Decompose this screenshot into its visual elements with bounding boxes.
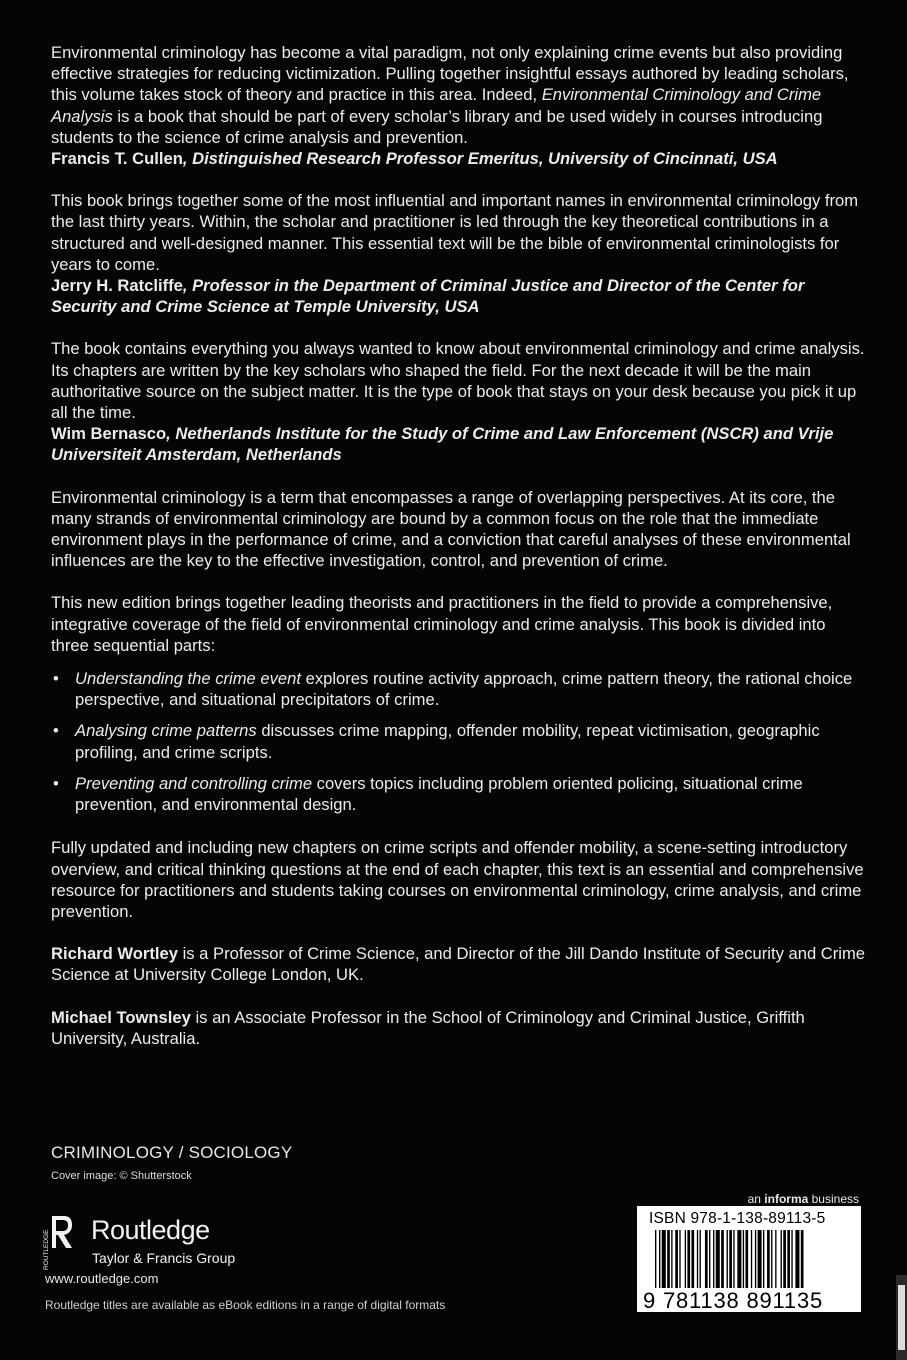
barcode-bar <box>716 1230 720 1288</box>
barcode-bar <box>709 1230 710 1288</box>
isbn-label: ISBN 978-1-138-89113-5 <box>649 1210 826 1227</box>
ebook-note: Routledge titles are available as eBook editions in a range of digital formats <box>45 1298 446 1312</box>
author-bio-2 <box>51 1007 866 1049</box>
barcode-bar <box>745 1230 748 1288</box>
endorser-name: Wim Bernasco <box>51 424 167 444</box>
barcode-bar <box>721 1230 724 1288</box>
barcode-bar <box>685 1230 686 1288</box>
barcode-bar <box>729 1230 732 1288</box>
endorsement-2-attribution <box>51 275 866 317</box>
informa-brand: informa <box>764 1192 809 1206</box>
description-paragraph-3: Fully updated and including new chapters on crime scripts and offender mobility, a scene-setting introductory overview, and critical thinking questions at the end of each chapter, this text is an essential and comprehensive resource for practitioners and students taking courses on environmental criminology, crime analysis, and crime prevention. <box>51 838 864 921</box>
isbn-barcode <box>637 1206 861 1312</box>
author-bio-text: is a Professor of Crime Science, and Director of the Jill Dando Institute of Security and Crime Science at University College London, UK. <box>51 944 866 985</box>
list-item <box>51 773 866 815</box>
endorsement-1-text-end: is a book that should be part of every scholar’s library and be used widely in courses introducing students to the science of crime analysis and prevention. <box>51 106 823 147</box>
publisher-website[interactable]: www.routledge.com <box>45 1271 159 1286</box>
endorser-affiliation: , Netherlands Institute for the Study of Crime and Law Enforcement (NSCR) and Vrije Universiteit Amsterdam, Netherlands <box>51 424 834 465</box>
list-item <box>51 668 866 710</box>
barcode-bar <box>755 1230 756 1288</box>
endorsement-2-text: This book brings together some of the most influential and important names in environmental criminology from the last thirty years. Within, the scholar and practitioner is led through the key theoretical contributions in a structured and well-designed manner. This essential text will be the bible of environmental criminologists for years to come. <box>51 191 859 274</box>
barcode-bar <box>733 1230 734 1288</box>
isbn-digit-text: 9 781138 891135 <box>643 1288 824 1313</box>
bullet-icon: • <box>53 721 59 741</box>
author-bio-1 <box>51 943 866 985</box>
endorsement-1-text-start: Environmental criminology has become a vital paradigm, not only explaining crime events but also providing effective strategies for reducing victimization. Pulling together insightful essays authored by leading scholars, this volume takes stock of theory and practice in this area. Indeed, <box>51 43 849 105</box>
barcode-bar <box>763 1230 764 1288</box>
barcode-bar <box>791 1230 792 1288</box>
endorser-affiliation: , Distinguished Research Professor Emeritus, University of Cincinnati, USA <box>182 149 778 169</box>
barcode-bar <box>758 1230 762 1288</box>
endorsement-3-attribution <box>51 423 866 465</box>
back-cover-text <box>51 42 866 1049</box>
cover-credit: Cover image: © Shutterstock <box>51 1170 192 1182</box>
endorser-affiliation: , Professor in the Department of Criminal Justice and Director of the Center for Security and Crime Science at Temple University, USA <box>51 276 805 317</box>
barcode-bar <box>767 1230 770 1288</box>
part-text: covers topics including problem oriented policing, situational crime prevention, and environmental design. <box>75 773 803 815</box>
barcode-bar <box>679 1230 680 1288</box>
barcode-bar <box>743 1230 744 1288</box>
informa-prefix: an <box>747 1192 765 1206</box>
barcode-bar <box>775 1230 776 1288</box>
barcode-bar <box>697 1230 698 1288</box>
barcode-bar <box>667 1230 670 1288</box>
bullet-icon: • <box>53 773 59 793</box>
author-name: Michael Townsley <box>51 1007 191 1027</box>
routledge-r-icon <box>42 1212 74 1272</box>
barcode-bar <box>713 1230 714 1288</box>
barcode-bar <box>691 1230 694 1288</box>
publisher-name: Routledge <box>91 1215 210 1245</box>
edge-mark-icon <box>896 1275 907 1360</box>
barcode-bar <box>659 1230 660 1288</box>
routledge-vertical-mark: ROUTLEDGE <box>43 1229 50 1270</box>
endorsement-3-text: The book contains everything you always wanted to know about environmental criminology and crime analysis. Its chapters are written by the key scholars who shaped the field. For the next decade it will be the main authoritative source on the subject matter. It is the type of book that stays on your desk because you pick it up all the time. <box>51 339 865 423</box>
subject-category: CRIMINOLOGY / SOCIOLOGY <box>51 1143 293 1162</box>
barcode-bar <box>751 1230 752 1288</box>
barcode-bar <box>771 1230 772 1288</box>
barcode-bar <box>801 1230 804 1288</box>
barcode-bar <box>781 1230 782 1288</box>
endorsement-1-text <box>51 42 866 148</box>
bullet-icon: • <box>53 669 59 689</box>
barcode-bar <box>737 1230 741 1288</box>
part-title: Analysing crime patterns <box>75 721 257 741</box>
barcode-bar <box>662 1230 666 1288</box>
part-title: Understanding the crime event <box>75 669 301 689</box>
informa-tagline <box>748 1192 859 1206</box>
publisher-group: Taylor & Francis Group <box>92 1250 236 1266</box>
barcode-bar <box>783 1230 786 1288</box>
barcode-bar <box>795 1230 799 1288</box>
author-bio-text: is an Associate Professor in the School of Criminology and Criminal Justice, Griffith University, Australia. <box>51 1007 805 1048</box>
barcode-bar <box>687 1230 690 1288</box>
barcode-bar <box>727 1230 728 1288</box>
barcode-bar <box>675 1230 678 1288</box>
barcode-bars-icon <box>637 1228 861 1290</box>
barcode-bar <box>671 1230 672 1288</box>
endorsement-1-attribution <box>51 148 866 169</box>
part-title: Preventing and controlling crime <box>75 773 313 793</box>
barcode-bar <box>655 1230 656 1288</box>
part-text: explores routine activity approach, crime pattern theory, the rational choice perspective, and situational precipitators of crime. <box>75 669 853 710</box>
part-text: discusses crime mapping, offender mobility, repeat victimisation, geographic profiling, and crime scripts. <box>75 721 820 762</box>
barcode-bar <box>705 1230 708 1288</box>
description-paragraph-1: Environmental criminology is a term that encompasses a range of overlapping perspectives. At its core, the many strands of environmental criminology are bound by a common focus on the role that the immediate environment plays in the performance of crime, and a conviction that careful analyses of these environmental influences are the key to the effective investigation, control, and prevention of crime. <box>51 487 851 571</box>
author-name: Richard Wortley <box>51 944 178 964</box>
book-title-italic: Environmental Criminology and Crime Analysis <box>51 85 822 126</box>
parts-list <box>51 668 866 815</box>
description-paragraph-2: This new edition brings together leading theorists and practitioners in the field to provide a comprehensive, integrative coverage of the field of environmental criminology and crime analysis. This book is divided into three sequential parts: <box>51 593 833 655</box>
informa-suffix: business <box>808 1192 859 1206</box>
barcode-bar <box>700 1230 701 1288</box>
endorser-name: Jerry H. Ratcliffe <box>51 276 183 296</box>
list-item <box>51 720 866 762</box>
endorser-name: Francis T. Cullen <box>51 149 183 169</box>
barcode-bar <box>787 1230 790 1288</box>
